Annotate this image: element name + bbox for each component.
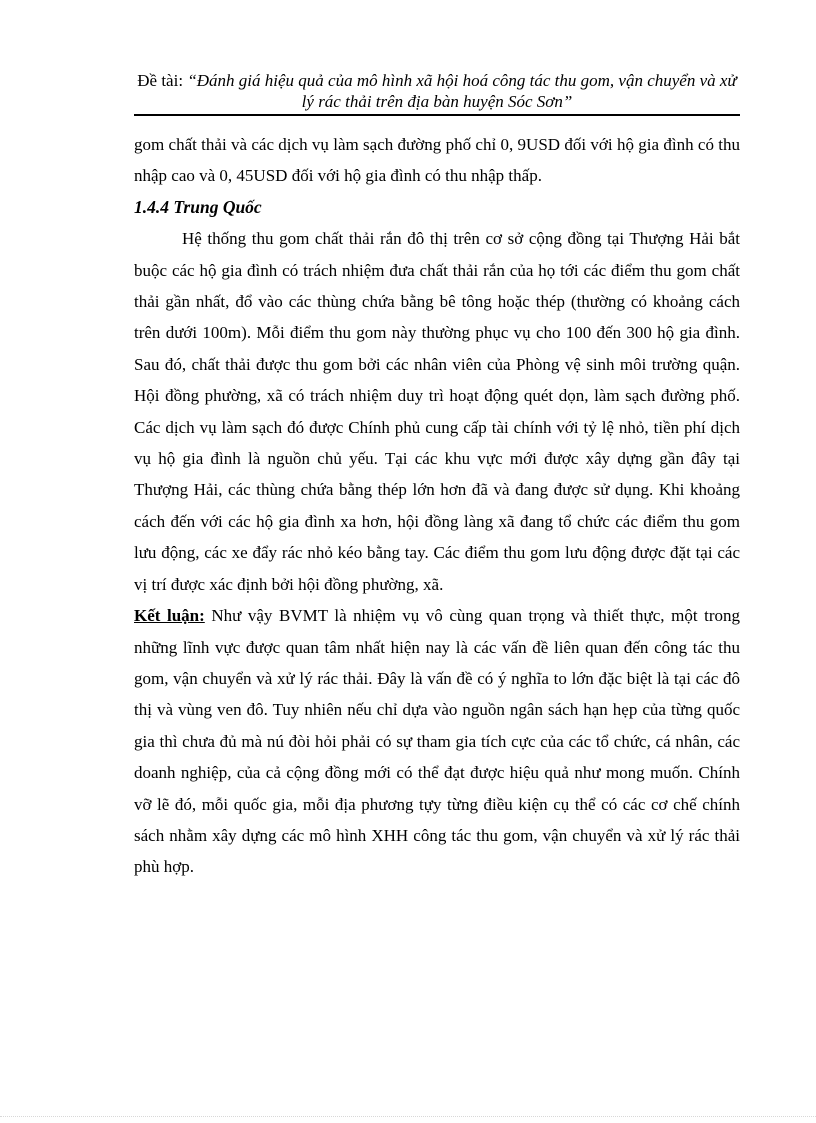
header-label: Đề tài: bbox=[137, 71, 184, 90]
page-bottom-edge bbox=[0, 1116, 816, 1117]
header-title: “Đánh giá hiệu quả của mô hình xã hội hoá công tác thu gom, vận chuyển và xử lý rác thải trên địa bàn huyện Sóc Sơn” bbox=[187, 71, 737, 111]
header-divider bbox=[134, 114, 740, 116]
conclusion-text: Như vậy BVMT là nhiệm vụ vô cùng quan trọng và thiết thực, một trong những lĩnh vực được quan tâm nhất hiện nay là các vấn đề liên quan đến công tác thu gom, vận chuyển và xử lý rác thải. Đây là vấn đề có ý nghĩa to lớn đặc biệt là tại các đô thị và vùng ven đô. Tuy nhiên nếu chỉ dựa vào nguồn ngân sách hạn hẹp của từng quốc gia thì chưa đủ mà nú đòi hỏi phải có sự tham gia tích cực của các tổ chức, cá nhân, các doanh nghiệp, của cả cộng đồng mới có thể đạt được hiệu quả như mong muốn. Chính vỡ lẽ đó, mỗi quốc gia, mỗi địa phương tựy từng điều kiện cụ thể có các cơ chế chính sách nhằm xây dựng các mô hình XHH công tác thu gom, vận chuyển và xử lý rác thải phù hợp. bbox=[134, 606, 740, 877]
document-body bbox=[134, 129, 740, 883]
section-heading: 1.4.4 Trung Quốc bbox=[134, 196, 262, 217]
china-paragraph: Hệ thống thu gom chất thải rắn đô thị trên cơ sở cộng đồng tại Thượng Hải bắt buộc các hộ gia đình có trách nhiệm đưa chất thải rắn của họ tới các điểm thu gom chất thải gần nhất, đổ vào các thùng chứa bằng bê tông hoặc thép (thường có khoảng cách trên dưới 100m). Mỗi điểm thu gom này thường phục vụ cho 100 đến 300 hộ gia đình. Sau đó, chất thải được thu gom bởi các nhân viên của Phòng vệ sinh môi trường quận. Hội đồng phường, xã có trách nhiệm duy trì hoạt động quét dọn, làm sạch đường phố. Các dịch vụ làm sạch đó được Chính phủ cung cấp tài chính với tỷ lệ nhỏ, tiền phí dịch vụ hộ gia đình là nguồn chủ yếu. Tại các khu vực mới được xây dựng gần đây tại Thượng Hải, các thùng chứa bằng thép lớn hơn đã và đang được sử dụng. Khi khoảng cách đến với các hộ gia đình xa hơn, hội đồng làng xã đang tổ chức các điểm thu gom lưu động, các xe đẩy rác nhỏ kéo bằng tay. Các điểm thu gom lưu động được đặt tại các vị trí được xác định bởi hội đồng phường, xã. bbox=[134, 229, 740, 594]
conclusion-label: Kết luận: bbox=[134, 606, 205, 626]
continuation-paragraph: gom chất thải và các dịch vụ làm sạch đường phố chỉ 0, 9USD đối với hộ gia đình có thu nhập cao và 0, 45USD đối với hộ gia đình có thu nhập thấp. bbox=[134, 135, 740, 186]
conclusion-paragraph bbox=[134, 600, 740, 883]
page-header bbox=[134, 70, 740, 112]
